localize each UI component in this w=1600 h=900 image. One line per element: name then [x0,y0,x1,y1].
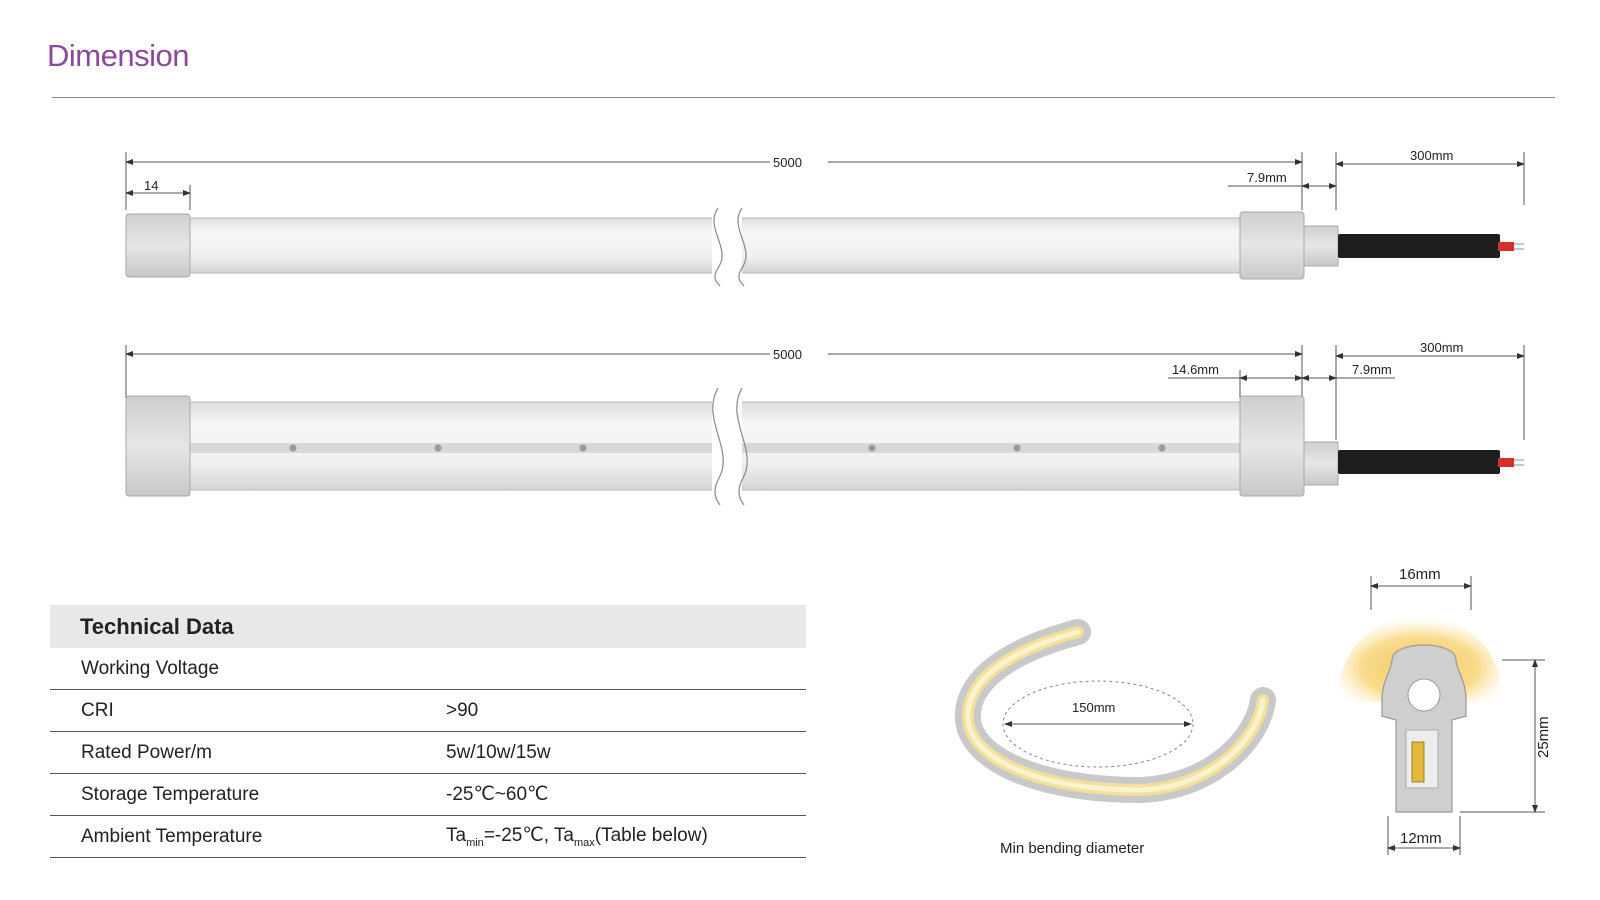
row-label: Ambient Temperature [81,825,263,847]
row-value: >90 [446,699,479,721]
strip2-length-label: 5000 [773,347,802,362]
technical-data-table [50,605,806,858]
strip1-cap-right-label: 7.9mm [1247,170,1287,185]
strip2-cable-label: 300mm [1420,340,1464,355]
strip1-cap-left-label: 14 [144,178,159,193]
row-value: 5w/10w/15w [446,741,551,763]
profile-diagram [1338,566,1552,855]
table-row [50,732,806,774]
strip2-cap-right-label: 14.6mm [1172,362,1219,377]
ta-end: (Table below) [594,825,708,847]
profile-width-bottom-label: 12mm [1400,830,1442,847]
table-row [50,648,806,690]
strip-2 [126,340,1524,505]
table-row [50,816,806,858]
ta-max-subscript: max [574,836,595,849]
table-row [50,774,806,816]
ta-min-subscript: min [466,836,484,849]
page-title: Dimension [47,38,189,73]
row-label: CRI [81,699,114,721]
row-value: -25℃~60℃ [446,784,549,805]
profile-width-top-label: 16mm [1399,566,1441,583]
strip1-length-label: 5000 [773,155,802,170]
row-value [446,824,708,849]
strip-1 [126,148,1524,286]
strip2-plug-label: 7.9mm [1352,362,1392,377]
table-header-title: Technical Data [80,613,234,639]
bending-caption: Min bending diameter [1000,840,1145,857]
ta-prefix: Ta [446,825,467,847]
ta-mid: =-25℃, Ta [483,825,574,847]
table-header [50,605,806,648]
row-label: Working Voltage [81,657,220,679]
bending-diagram [968,632,1263,857]
row-label: Rated Power/m [81,741,212,763]
row-label: Storage Temperature [81,783,260,805]
strip1-cable-label: 300mm [1410,148,1454,163]
table-row [50,690,806,732]
profile-height-label: 25mm [1535,716,1552,758]
bending-diameter-label: 150mm [1072,700,1116,715]
